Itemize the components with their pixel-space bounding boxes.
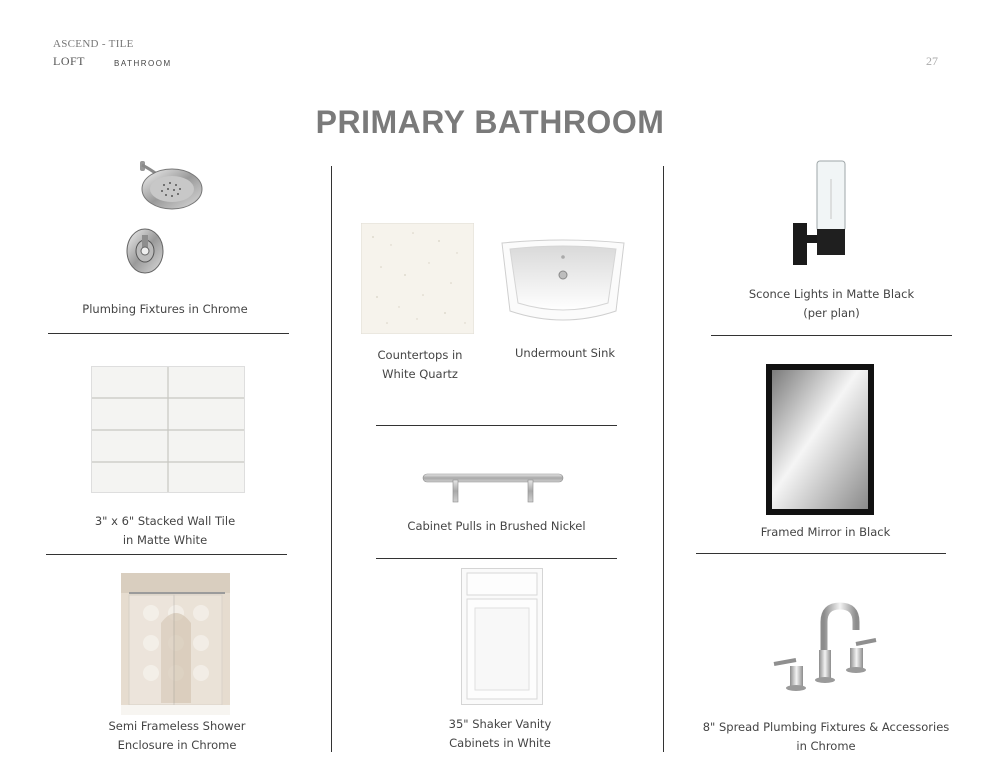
caption-cabinet-pulls: Cabinet Pulls in Brushed Nickel <box>407 519 586 533</box>
divider <box>711 335 952 336</box>
caption-sconce: Sconce Lights in Matte Black (per plan) <box>748 287 915 320</box>
sconce-light-icon <box>793 159 853 267</box>
caption-wall-tile: 3" x 6" Stacked Wall Tile in Matte White <box>94 514 236 547</box>
divider <box>46 554 287 555</box>
sink-icon <box>498 237 628 327</box>
wall-tile-icon <box>91 366 245 493</box>
page-title: PRIMARY BATHROOM <box>315 104 665 140</box>
divider <box>376 425 617 426</box>
caption-shower-enclosure: Semi Frameless Shower Enclosure in Chrome <box>108 719 246 752</box>
cabinet-pull-icon <box>421 470 565 504</box>
vanity-cabinet-icon <box>461 568 543 705</box>
divider <box>696 553 946 554</box>
section-label: BATHROOM <box>114 59 172 68</box>
divider <box>48 333 289 334</box>
caption-sink: Undermount Sink <box>514 346 616 360</box>
quartz-swatch-icon <box>361 223 474 334</box>
caption-countertops: Countertops in White Quartz <box>377 348 463 381</box>
shower-enclosure-icon <box>121 573 230 715</box>
framed-mirror-icon <box>766 364 874 515</box>
faucet-icon <box>770 600 880 692</box>
column-divider-right <box>663 166 664 752</box>
divider <box>376 558 617 559</box>
caption-mirror: Framed Mirror in Black <box>760 525 891 539</box>
caption-faucet: 8" Spread Plumbing Fixtures & Accessories in Chrome <box>702 720 950 753</box>
shower-fixture-icon <box>120 155 210 280</box>
brand-line-2: LOFT <box>53 54 85 68</box>
brand-line-1: ASCEND - TILE <box>53 38 134 50</box>
caption-plumbing-fixtures: Plumbing Fixtures in Chrome <box>82 302 248 316</box>
column-divider-left <box>331 166 332 752</box>
caption-vanity: 35" Shaker Vanity Cabinets in White <box>448 717 552 750</box>
page-number: 27 <box>926 54 938 68</box>
